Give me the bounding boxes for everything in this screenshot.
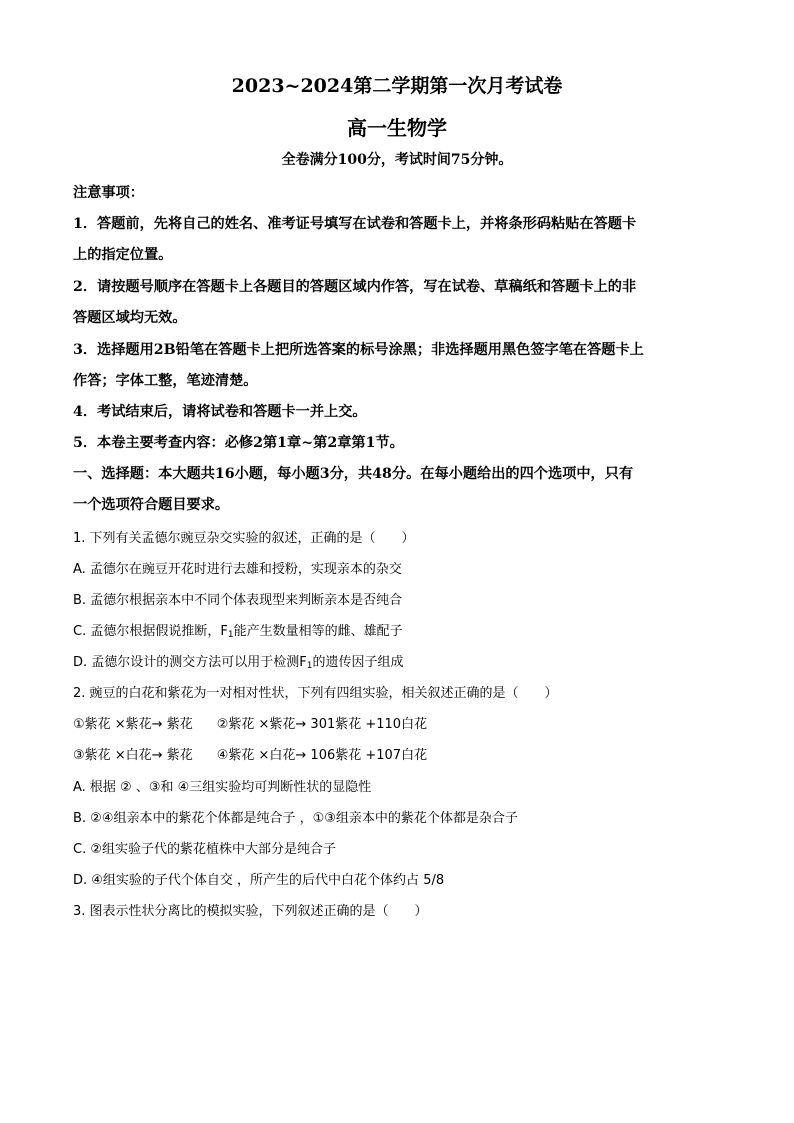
question-2-option-c: C. ②组实验子代的紫花植株中大部分是纯合子 (73, 842, 336, 857)
note-4: 4．考试结束后，请将试卷和答题卡一并上交。 (73, 404, 367, 420)
option-d-text-before: D. 孟德尔设计的测交方法可以用于检测F (73, 655, 307, 670)
note-1-line-1: 1．答题前，先将自己的姓名、准考证号填写在试卷和答题卡上，并将条形码粘贴在答题卡 (73, 216, 637, 232)
option-d-text-after: 的遗传因子组成 (312, 655, 404, 670)
question-2-experiments-row-2 (73, 744, 723, 763)
option-c-text-after: 能产生数量相等的雌、雄配子 (233, 624, 403, 639)
question-2-option-b: B. ②④组亲本中的紫花个体都是纯合子 ，①③组亲本中的紫花个体都是杂合子 (73, 811, 518, 826)
section-1-heading-line-2: 一个选项符合题目要求。 (73, 497, 230, 513)
subject-title: 高一生物学 (347, 116, 447, 140)
section-1-heading-line-1: 一、选择题：本大题共16小题，每小题3分，共48分。在每小题给出的四个选项中，只有 (73, 466, 634, 482)
question-3-stem: 3. 图表示性状分离比的模拟实验，下列叙述正确的是（ ） (73, 904, 428, 919)
note-2-line-2: 答题区域均无效。 (73, 310, 187, 326)
experiment-1: ①紫花 ×紫花→ 紫花 (73, 717, 193, 732)
question-1-option-c (73, 620, 723, 640)
question-2-stem: 2. 豌豆的白花和紫花为一对相对性状，下列有四组实验，相关叙述正确的是（ ） (73, 686, 558, 701)
note-2-line-1: 2．请按题号顺序在答题卡上各题目的答题区域内作答，写在试卷、草稿纸和答题卡上的非 (73, 279, 637, 295)
exam-title: 2023~2024第二学期第一次月考试卷 (231, 75, 563, 97)
question-2-experiments-row-1 (73, 713, 723, 732)
experiment-2: ②紫花 ×紫花→ 301紫花 +110白花 (216, 717, 428, 732)
subscript-1: 1 (306, 661, 313, 671)
exam-info: 全卷满分100分，考试时间75分钟。 (281, 152, 513, 168)
note-5: 5．本卷主要考查内容：必修2第1章~第2章第1节。 (73, 435, 404, 451)
option-c-text-before: C. 孟德尔根据假说推断，F (73, 624, 228, 639)
experiment-3: ③紫花 ×白花→ 紫花 (73, 748, 193, 763)
experiment-4: ④紫花 ×白花→ 106紫花 +107白花 (216, 748, 428, 763)
notes-heading: 注意事项： (73, 185, 144, 201)
question-1-option-a: A. 孟德尔在豌豆开花时进行去雄和授粉，实现亲本的杂交 (73, 562, 402, 577)
question-1-stem: 1. 下列有关孟德尔豌豆杂交实验的叙述，正确的是（ ） (73, 531, 415, 546)
question-1-option-d (73, 651, 723, 671)
note-3-line-2: 作答；字体工整，笔迹清楚。 (73, 373, 258, 389)
question-2-option-a: A. 根据 ② 、③和 ④三组实验均可判断性状的显隐性 (73, 780, 372, 795)
note-3-line-1: 3．选择题用2B铅笔在答题卡上把所选答案的标号涂黑；非选择题用黑色签字笔在答题卡上 (73, 342, 644, 358)
question-1-option-b: B. 孟德尔根据亲本中不同个体表现型来判断亲本是否纯合 (73, 593, 403, 608)
question-2-option-d: D. ④组实验的子代个体自交 ，所产生的后代中白花个体约占 5/8 (73, 873, 445, 888)
note-1-line-2: 上的指定位置。 (73, 247, 173, 263)
subscript-1: 1 (227, 630, 234, 640)
